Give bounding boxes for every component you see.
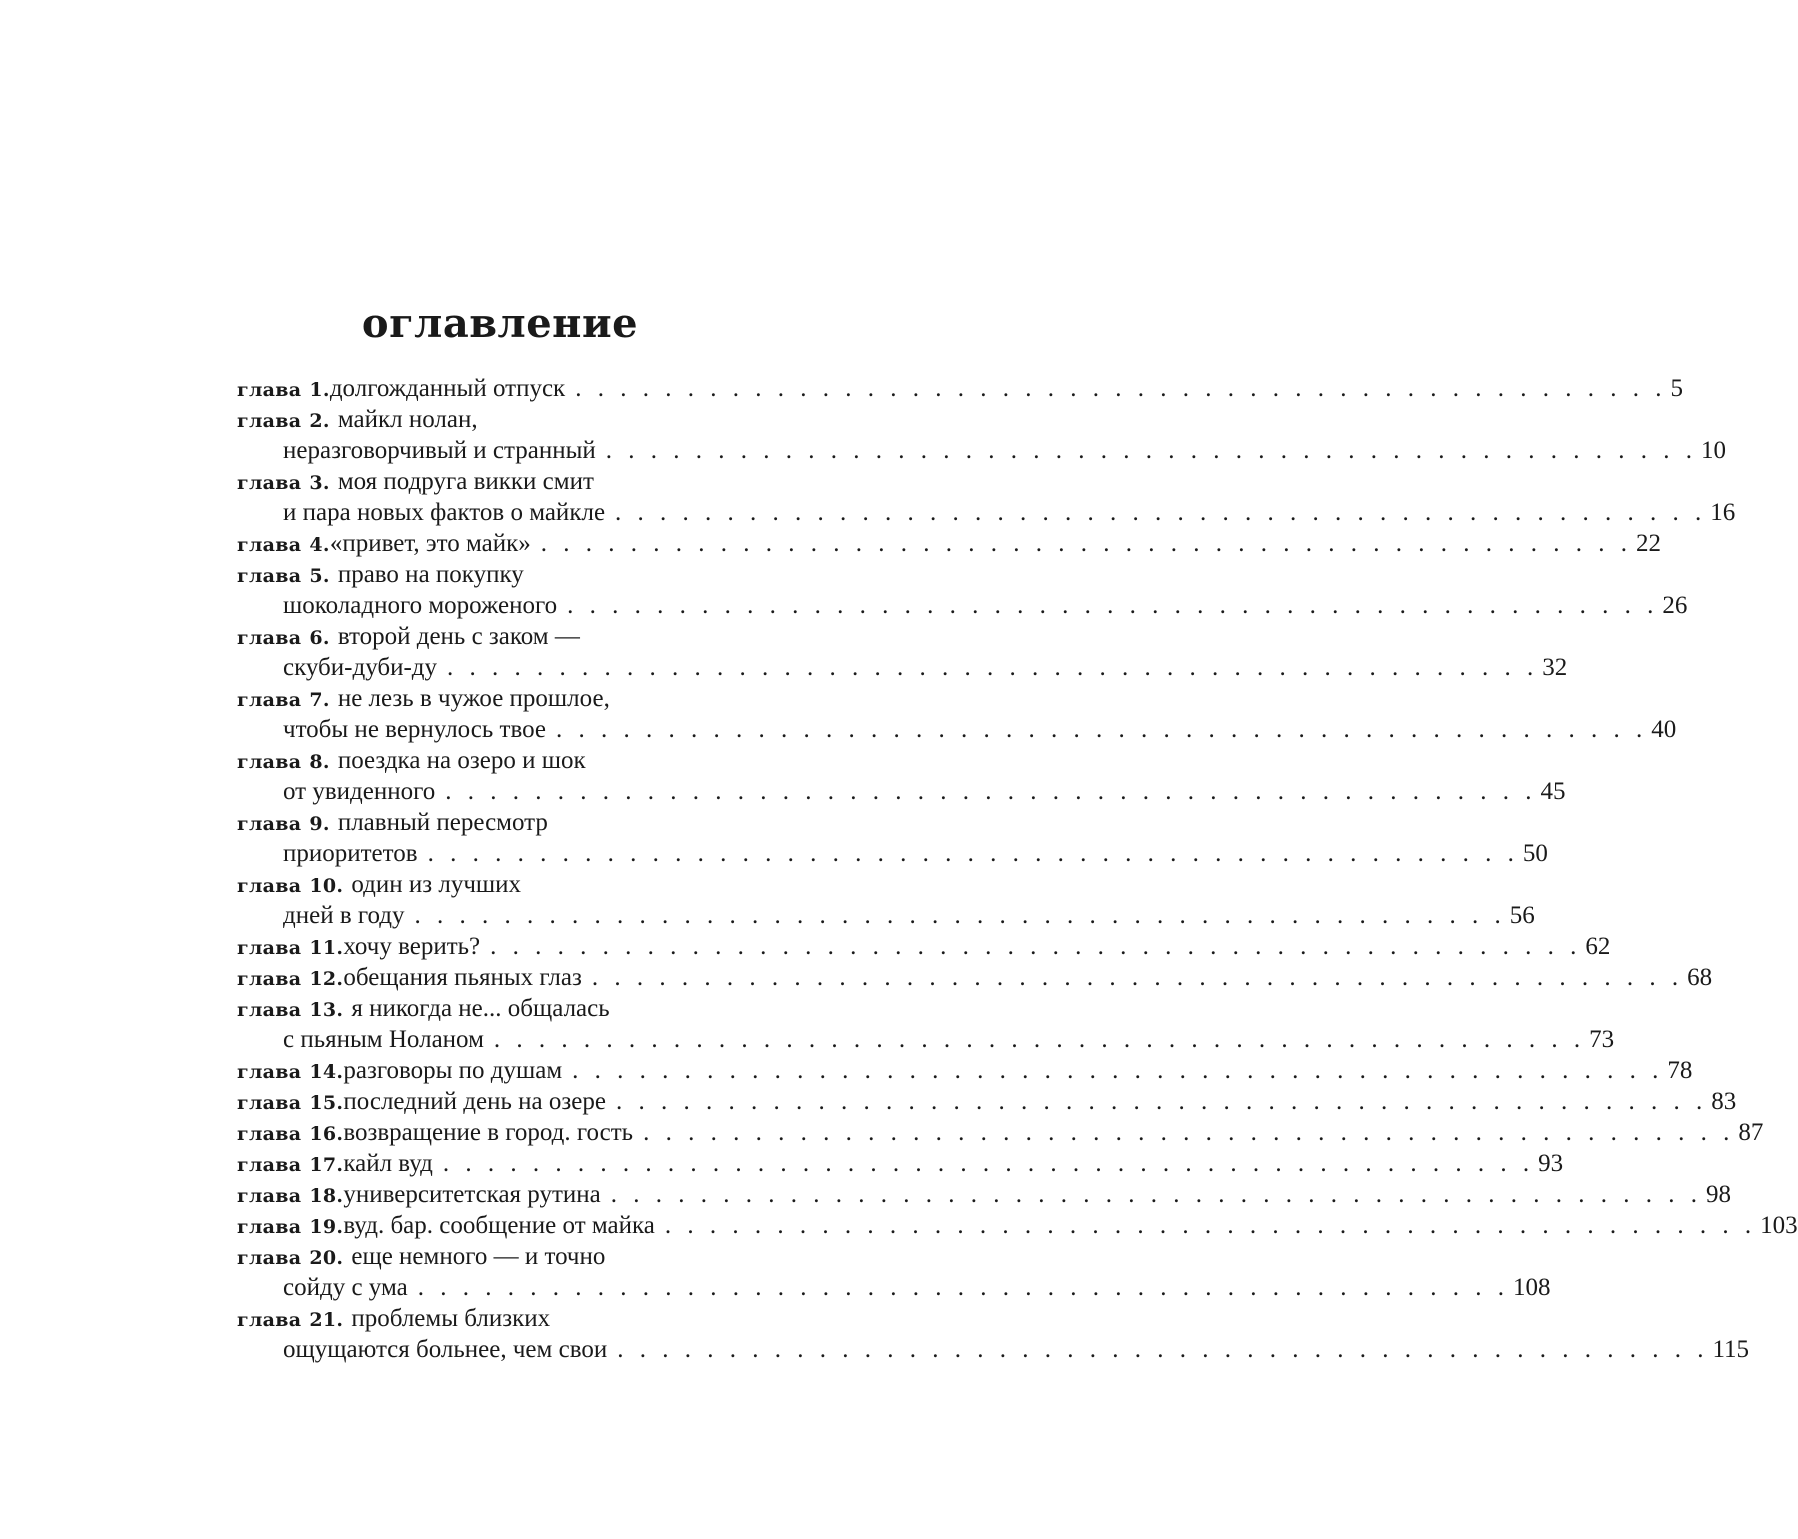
chapter-title: возвращение в город. гость — [343, 1119, 634, 1146]
chapter-title: чтобы не вернулось твое — [283, 716, 547, 743]
page-number: 45 — [1540, 778, 1566, 805]
toc-entry-continuation-line — [237, 435, 1727, 466]
toc-entry-continuation-line — [237, 714, 1677, 745]
toc-entry[interactable] — [237, 745, 1566, 807]
chapter-title: майкл нолан, — [337, 406, 478, 433]
table-of-contents — [237, 373, 1798, 1365]
chapter-label: глава 6. — [237, 627, 330, 649]
page-number: 50 — [1522, 840, 1548, 867]
chapter-word: глава — [237, 534, 302, 556]
toc-entry[interactable] — [237, 962, 1713, 993]
toc-entry-first-line — [237, 869, 789, 900]
page-number: 22 — [1635, 530, 1661, 557]
toc-entry[interactable] — [237, 1148, 1564, 1179]
chapter-title: приоритетов — [283, 840, 418, 867]
toc-entry[interactable] — [237, 1055, 1693, 1086]
toc-entry[interactable] — [237, 1303, 1750, 1365]
chapter-number: 18 — [309, 1185, 337, 1207]
chapter-title: кайл вуд — [343, 1150, 433, 1177]
dot-leader: . . . . . . . . . . . . . . . . . . . . . . . . . . . . . . . . . . . . . . . . . . . . . . . . . — [417, 1274, 1509, 1301]
toc-entry[interactable] — [237, 683, 1677, 745]
page-number: 5 — [1670, 375, 1683, 402]
chapter-label: глава 12. — [237, 968, 344, 990]
chapter-number: 6 — [309, 627, 323, 649]
chapter-title: проблемы близких — [351, 1305, 551, 1332]
toc-entry-continuation-line — [237, 497, 1736, 528]
toc-entry-first-line — [237, 1303, 789, 1334]
chapter-word: глава — [237, 689, 302, 711]
toc-entry[interactable] — [237, 404, 1727, 466]
dot-leader: . . . . . . . . . . . . . . . . . . . . . . . . . . . . . . . . . . . . . . . . . . . . . . . . . — [493, 1026, 1586, 1053]
chapter-number: 8 — [309, 751, 323, 773]
toc-entry-first-line — [237, 1117, 1764, 1148]
chapter-title: неразговорчивый и странный — [283, 437, 596, 464]
dot-leader: . . . . . . . . . . . . . . . . . . . . . . . . . . . . . . . . . . . . . . . . . . . . . . . . . — [540, 530, 1632, 557]
chapter-title: один из лучших — [351, 871, 522, 898]
chapter-label: глава 7. — [237, 689, 330, 711]
page-number: 56 — [1509, 902, 1535, 929]
chapter-title: долгожданный отпуск — [329, 375, 566, 402]
chapter-title: с пьяным Ноланом — [283, 1026, 484, 1053]
toc-entry-first-line — [237, 962, 1713, 993]
chapter-word: глава — [237, 1061, 302, 1083]
chapter-title: моя подруга викки смит — [337, 468, 594, 495]
toc-entry-first-line — [237, 621, 789, 652]
chapter-label: глава 11. — [237, 937, 344, 959]
chapter-word: глава — [237, 410, 302, 432]
page-number: 87 — [1738, 1119, 1764, 1146]
chapter-title: от увиденного — [283, 778, 436, 805]
page-number: 93 — [1538, 1150, 1564, 1177]
chapter-title: вуд. бар. сообщение от майка — [343, 1212, 655, 1239]
chapter-label: глава 1. — [237, 379, 330, 401]
toc-entry-first-line — [237, 745, 789, 776]
chapter-title: «привет, это майк» — [329, 530, 531, 557]
chapter-title: и пара новых фактов о майкле — [283, 499, 606, 526]
page-number: 103 — [1760, 1212, 1798, 1239]
page-number: 26 — [1662, 592, 1688, 619]
toc-entry-first-line — [237, 1086, 1737, 1117]
toc-entry[interactable] — [237, 807, 1548, 869]
dot-leader: . . . . . . . . . . . . . . . . . . . . . . . . . . . . . . . . . . . . . . . . . . . . . . . . . — [414, 902, 1506, 929]
chapter-title: скуби-дуби-ду — [283, 654, 438, 681]
chapter-title: шоколадного мороженого — [283, 592, 558, 619]
chapter-title: плавный пересмотр — [337, 809, 548, 836]
page-number: 40 — [1651, 716, 1677, 743]
toc-entry-continuation-line — [237, 1272, 1551, 1303]
page-number: 98 — [1706, 1181, 1731, 1208]
chapter-number: 3 — [309, 472, 323, 494]
dot-leader: . . . . . . . . . . . . . . . . . . . . . . . . . . . . . . . . . . . . . . . . . . . . . . . . . — [556, 716, 1648, 743]
chapter-number: 5 — [309, 565, 323, 587]
chapter-number: 12 — [309, 968, 337, 990]
page-number: 108 — [1512, 1274, 1551, 1301]
page-number: 73 — [1589, 1026, 1615, 1053]
toc-entry-continuation-line — [237, 590, 1688, 621]
toc-entry-continuation-line — [237, 1024, 1615, 1055]
toc-entry[interactable] — [237, 621, 1568, 683]
toc-entry-first-line — [237, 1241, 789, 1272]
page-number: 16 — [1710, 499, 1736, 526]
chapter-label: глава 14. — [237, 1061, 344, 1083]
dot-leader: . . . . . . . . . . . . . . . . . . . . . . . . . . . . . . . . . . . . . . . . . . . . . . . . . — [445, 778, 1537, 805]
chapter-title: разговоры по душам — [343, 1057, 563, 1084]
chapter-word: глава — [237, 1185, 302, 1207]
page-number: 115 — [1712, 1336, 1750, 1363]
chapter-word: глава — [237, 565, 302, 587]
toc-entry[interactable] — [237, 1210, 1798, 1241]
toc-entry[interactable] — [237, 559, 1688, 621]
chapter-title: второй день с заком — — [337, 623, 580, 650]
toc-entry-continuation-line — [237, 1334, 1750, 1365]
chapter-title: дней в году — [283, 902, 405, 929]
toc-entry-first-line — [237, 528, 1661, 559]
chapter-label: глава 13. — [237, 999, 344, 1021]
chapter-label: глава 18. — [237, 1185, 344, 1207]
dot-leader: . . . . . . . . . . . . . . . . . . . . . . . . . . . . . . . . . . . . . . . . . . . . . . . . . — [591, 964, 1684, 991]
chapter-word: глава — [237, 968, 302, 990]
toc-entry-continuation-line — [237, 776, 1566, 807]
toc-entry[interactable] — [237, 1179, 1731, 1210]
toc-entry-first-line — [237, 993, 789, 1024]
chapter-word: глава — [237, 379, 302, 401]
chapter-number: 1 — [309, 379, 323, 401]
chapter-label: глава 17. — [237, 1154, 344, 1176]
page-number: 10 — [1701, 437, 1727, 464]
chapter-number: 19 — [309, 1216, 337, 1238]
chapter-label: глава 5. — [237, 565, 330, 587]
toc-entry-first-line — [237, 1055, 1693, 1086]
chapter-label: глава 2. — [237, 410, 330, 432]
chapter-word: глава — [237, 1154, 302, 1176]
chapter-number: 11 — [309, 937, 337, 959]
toc-entry-first-line — [237, 1148, 1564, 1179]
chapter-number: 7 — [309, 689, 323, 711]
chapter-title: университетская рутина — [343, 1181, 601, 1208]
toc-entry[interactable] — [237, 1241, 1551, 1303]
toc-entry-first-line — [237, 373, 1683, 404]
dot-leader: . . . . . . . . . . . . . . . . . . . . . . . . . . . . . . . . . . . . . . . . . . . . . . . . . — [427, 840, 1519, 867]
chapter-number: 9 — [309, 813, 323, 835]
toc-entry-first-line — [237, 931, 1611, 962]
dot-leader: . . . . . . . . . . . . . . . . . . . . . . . . . . . . . . . . . . . . . . . . . . . . . . . . . — [615, 499, 1707, 526]
toc-entry[interactable] — [237, 1086, 1737, 1117]
chapter-word: глава — [237, 472, 302, 494]
toc-entry[interactable] — [237, 931, 1611, 962]
chapter-number: 4 — [309, 534, 323, 556]
toc-entry-first-line — [237, 466, 789, 497]
chapter-number: 2 — [309, 410, 323, 432]
chapter-title: сойду с ума — [283, 1274, 408, 1301]
chapter-title: ощущаются больнее, чем свои — [283, 1336, 608, 1363]
page-number: 32 — [1542, 654, 1568, 681]
page-number: 78 — [1667, 1057, 1693, 1084]
chapter-word: глава — [237, 875, 302, 897]
toc-entry-first-line — [237, 807, 789, 838]
page-title: оглавление — [361, 300, 639, 347]
toc-entry-continuation-line — [237, 838, 1548, 869]
chapter-word: глава — [237, 937, 302, 959]
toc-entry[interactable] — [237, 993, 1615, 1055]
chapter-title: последний день на озере — [343, 1088, 606, 1115]
chapter-label: глава 20. — [237, 1247, 344, 1269]
chapter-number: 10 — [309, 875, 337, 897]
toc-entry-first-line — [237, 404, 789, 435]
chapter-number: 17 — [309, 1154, 337, 1176]
chapter-label: глава 3. — [237, 472, 330, 494]
toc-entry[interactable] — [237, 373, 1683, 404]
dot-leader: . . . . . . . . . . . . . . . . . . . . . . . . . . . . . . . . . . . . . . . . . . . . . . . . . — [615, 1088, 1708, 1115]
chapter-word: глава — [237, 627, 302, 649]
chapter-number: 21 — [309, 1309, 337, 1331]
page-number: 83 — [1711, 1088, 1737, 1115]
chapter-label: глава 8. — [237, 751, 330, 773]
page-number: 62 — [1585, 933, 1611, 960]
toc-entry[interactable] — [237, 1117, 1764, 1148]
dot-leader: . . . . . . . . . . . . . . . . . . . . . . . . . . . . . . . . . . . . . . . . . . . . . . . . . — [605, 437, 1698, 464]
dot-leader: . . . . . . . . . . . . . . . . . . . . . . . . . . . . . . . . . . . . . . . . . . . . . . . . . — [442, 1150, 1535, 1177]
chapter-word: глава — [237, 1123, 302, 1145]
chapter-number: 14 — [309, 1061, 337, 1083]
toc-entry-first-line — [237, 1179, 1731, 1210]
chapter-title: хочу верить? — [343, 933, 481, 960]
toc-entry[interactable] — [237, 528, 1661, 559]
chapter-word: глава — [237, 751, 302, 773]
dot-leader: . . . . . . . . . . . . . . . . . . . . . . . . . . . . . . . . . . . . . . . . . . . . . . . . . — [617, 1336, 1709, 1363]
dot-leader: . . . . . . . . . . . . . . . . . . . . . . . . . . . . . . . . . . . . . . . . . . . . . . . . . — [643, 1119, 1735, 1146]
chapter-number: 16 — [309, 1123, 337, 1145]
page-number: 68 — [1687, 964, 1713, 991]
toc-entry[interactable] — [237, 869, 1535, 931]
dot-leader: . . . . . . . . . . . . . . . . . . . . . . . . . . . . . . . . . . . . . . . . . . . . . . . . . — [572, 1057, 1664, 1084]
chapter-number: 20 — [309, 1247, 337, 1269]
chapter-number: 13 — [309, 999, 337, 1021]
chapter-word: глава — [237, 1216, 302, 1238]
dot-leader: . . . . . . . . . . . . . . . . . . . . . . . . . . . . . . . . . . . . . . . . . . . . . . . . . — [567, 592, 1659, 619]
chapter-word: глава — [237, 1092, 302, 1114]
dot-leader: . . . . . . . . . . . . . . . . . . . . . . . . . . . . . . . . . . . . . . . . . . . . . . . . . — [575, 375, 1667, 402]
toc-entry-first-line — [237, 559, 789, 590]
toc-entry-first-line — [237, 1210, 1798, 1241]
chapter-title: обещания пьяных глаз — [343, 964, 582, 991]
toc-entry[interactable] — [237, 466, 1736, 528]
chapter-title: не лезь в чужое прошлое, — [337, 685, 610, 712]
chapter-title: я никогда не... общалась — [351, 995, 610, 1022]
chapter-label: глава 19. — [237, 1216, 344, 1238]
chapter-number: 15 — [309, 1092, 337, 1114]
chapter-word: глава — [237, 1247, 302, 1269]
toc-entry-continuation-line — [237, 652, 1568, 683]
chapter-label: глава 15. — [237, 1092, 344, 1114]
chapter-title: право на покупку — [337, 561, 524, 588]
chapter-title: еще немного — и точно — [351, 1243, 606, 1270]
chapter-title: поездка на озеро и шок — [337, 747, 586, 774]
chapter-label: глава 9. — [237, 813, 330, 835]
chapter-label: глава 10. — [237, 875, 344, 897]
dot-leader: . . . . . . . . . . . . . . . . . . . . . . . . . . . . . . . . . . . . . . . . . . . . . . . . . — [447, 654, 1539, 681]
dot-leader: . . . . . . . . . . . . . . . . . . . . . . . . . . . . . . . . . . . . . . . . . . . . . . . . . — [490, 933, 1582, 960]
dot-leader: . . . . . . . . . . . . . . . . . . . . . . . . . . . . . . . . . . . . . . . . . . . . . . . . . — [664, 1212, 1757, 1239]
chapter-word: глава — [237, 999, 302, 1021]
chapter-label: глава 21. — [237, 1309, 344, 1331]
toc-entry-continuation-line — [237, 900, 1535, 931]
chapter-label: глава 4. — [237, 534, 330, 556]
chapter-word: глава — [237, 1309, 302, 1331]
chapter-word: глава — [237, 813, 302, 835]
dot-leader: . . . . . . . . . . . . . . . . . . . . . . . . . . . . . . . . . . . . . . . . . . . . . . . . . — [610, 1181, 1702, 1208]
chapter-label: глава 16. — [237, 1123, 344, 1145]
toc-entry-first-line — [237, 683, 789, 714]
